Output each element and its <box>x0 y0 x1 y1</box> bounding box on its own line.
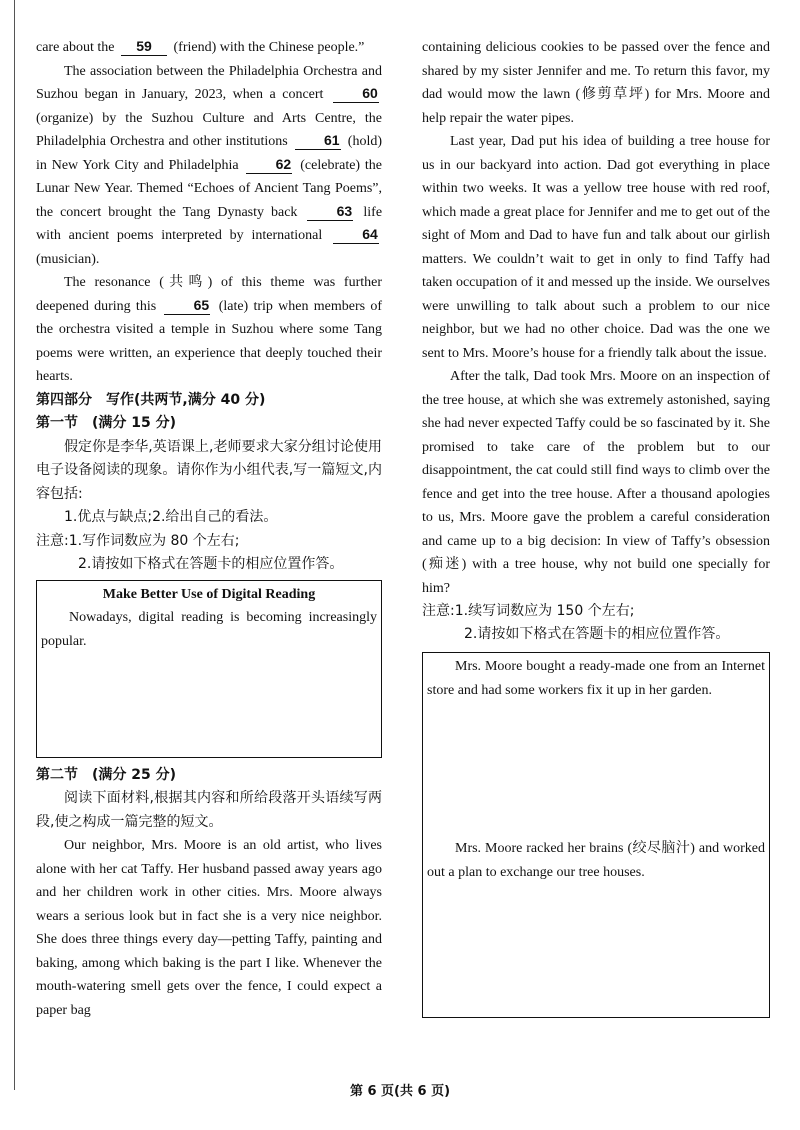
continuation-opening-1: Mrs. Moore bought a ready-made one from an Internet store and had some workers fix it up in her garden. <box>427 659 765 698</box>
blank-62[interactable]: 62 <box>246 155 292 174</box>
writing-title: Make Better Use of Digital Reading <box>102 586 316 602</box>
writing-box-2[interactable] <box>422 652 770 1018</box>
writing-box-1[interactable] <box>36 580 382 758</box>
blank-64[interactable]: 64 <box>333 225 379 244</box>
left-column <box>36 36 382 1022</box>
blank-63[interactable]: 63 <box>307 202 353 221</box>
blank-60[interactable]: 60 <box>333 84 379 103</box>
story-paragraph-1: Our neighbor, Mrs. Moore is an old artist, who lives alone with her cat Taffy. Her husband passed away years ago and her children work in other cities. Mrs. Moore always wears a serious look but in fact she is a very nice neighbor. She does three things every day—petting Taffy, painting and baking, among which baking is the part I like. Whenever the mouth-watering smell gets over the fence, I could expect a paper bag <box>36 838 382 1018</box>
continuation-opening-2: Mrs. Moore racked her brains (绞尽脑汁) and worked out a plan to exchange our tree houses. <box>427 841 765 880</box>
writing-opening: Nowadays, digital reading is becoming increasingly popular. <box>41 610 377 649</box>
paragraph-65: The resonance (共鸣) of this theme was further deepened during this 65 (late) trip when members of the orchestra visited a temple in Suzhou where some Tang poems were written, an experience that deeply touched their hearts. <box>36 275 383 384</box>
section1-prompt: 假定你是李华,英语课上,老师要求大家分组讨论使用电子设备阅读的现象。请你作为小组代表,写一篇短文,内容包括: <box>36 438 382 502</box>
story-paragraph-1-continued: containing delicious cookies to be passed over the fence and shared by my sister Jennifer and me. To return this favor, my dad would mow the lawn (修剪草坪) for Mrs. Moore and help repair the water pipes. <box>422 40 770 126</box>
section1-points: 1.优点与缺点;2.给出自己的看法。 <box>64 509 278 525</box>
blank-61[interactable]: 61 <box>295 131 341 150</box>
story-paragraph-3: After the talk, Dad took Mrs. Moore on an inspection of the tree house, at which she was extremely astonished, saying she had never expected Taffy could be so fascinated by it. She promised to take care of the problem but to our disappointment, the cat could still find ways to climb over the fence and get into the tree house. After a thousand apologies to us, Mrs. Moore gave the problem a careful consideration and came up to a big decision: In view of Taffy’s obsession (痴迷) with a tree house, why not build one specially for him? <box>422 369 770 596</box>
story-paragraph-2: Last year, Dad put his idea of building a tree house for us in our backyard into action. Dad got everything in place within two weeks. It was a yellow tree house with red roof, which made a great place for Jennifer and me to get out of the sight of Mom and Dad to have fun and talk about our girlish matters. We couldn’t wait to get in only to find Taffy had taken occupation of it and messed up the inside. We ourselves were unwilling to talk about such a problem to our nice neighbor, but we had no other choice. Dad was the one we sent to Mrs. Moore’s house for a friendly talk about the issue. <box>422 134 770 361</box>
part4-heading: 第四部分 写作(共两节,满分 40 分) <box>36 391 266 408</box>
section1-heading: 第一节 (满分 15 分) <box>36 415 177 431</box>
section2-heading: 第二节 (满分 25 分) <box>36 766 177 783</box>
section2-prompt: 阅读下面材料,根据其内容和所给段落开头语续写两段,使之构成一篇完整的短文。 <box>36 790 382 830</box>
paragraph-60-64: The association between the Philadelphia Orchestra and Suzhou began in January, 2023, when a concert 60 (organize) by the Suzhou Culture and Arts Centre, the Philadelphia Orchestra and other institutions 61 (hold) in New York City and Philadelphia 62 (celebrate) the Lunar New Year. Themed “Echoes of Ancient Tang Poems”, the concert brought the Tang Dynasty back 63 life with ancient poems interpreted by international 64 (musician). <box>36 63 383 267</box>
blank-59[interactable]: 59 <box>121 37 167 56</box>
section2-notes: 注意:1.续写词数应为 150 个左右; 2.请按如下格式在答题卡的相应位置作答。 <box>422 603 730 642</box>
section1-notes: 注意:1.写作词数应为 80 个左右; 2.请按如下格式在答题卡的相应位置作答。 <box>36 532 344 572</box>
left-margin-line <box>14 0 15 1090</box>
blank-65[interactable]: 65 <box>164 296 210 315</box>
right-column <box>422 36 770 1018</box>
paragraph-59: care about the 59 (friend) with the Chinese people.” <box>36 38 365 55</box>
page-number: 第 6 页(共 6 页) <box>349 1084 451 1099</box>
